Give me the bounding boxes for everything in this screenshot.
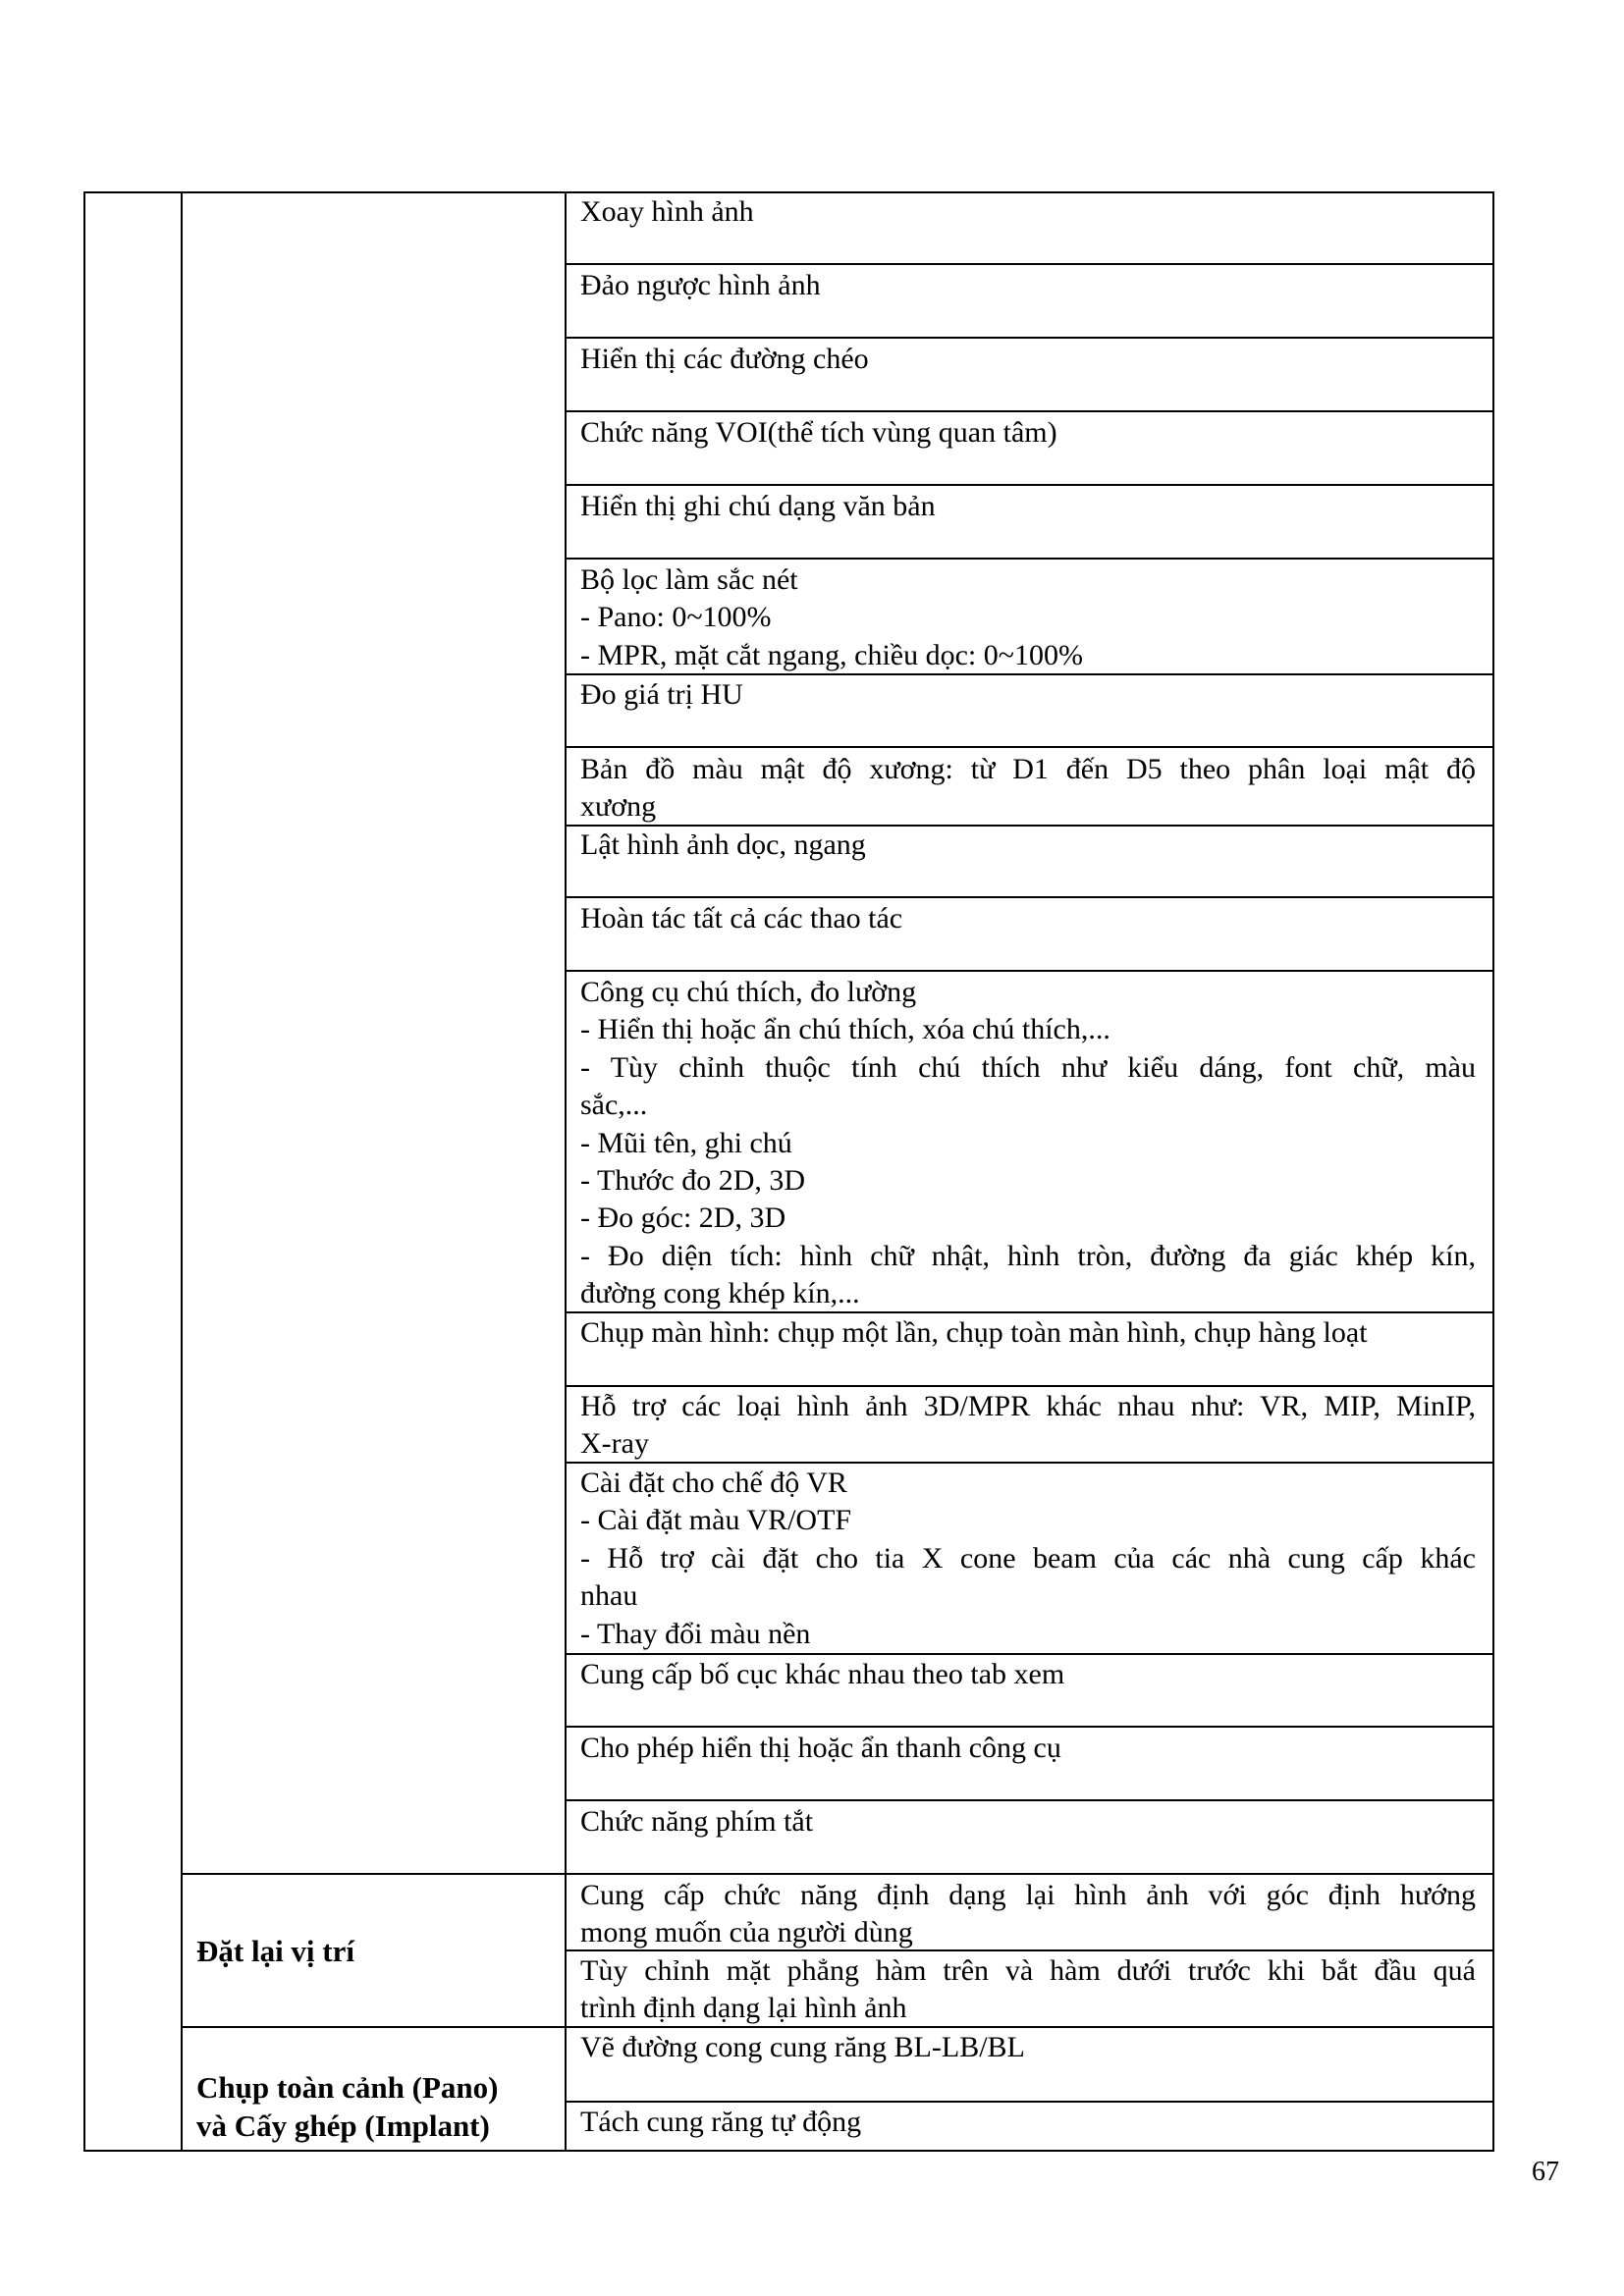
feature-cell: Hiển thị ghi chú dạng văn bản bbox=[580, 490, 936, 522]
feature-cell: Cung cấp bố cục khác nhau theo tab xem bbox=[580, 1658, 1065, 1690]
feature-cell: Cài đặt cho chế độ VR - Cài đặt màu VR/OTF - Hỗ trợ cài đặt cho tia X cone beam của các nhà cung cấp khác nhau - Thay đổi màu nền bbox=[580, 1467, 1476, 1650]
table-border-left bbox=[83, 191, 85, 2152]
row-separator bbox=[565, 896, 1494, 898]
row-separator bbox=[565, 1385, 1494, 1387]
feature-cell: Bộ lọc làm sắc nét - Pano: 0~100% - MPR, mặt cắt ngang, chiều dọc: 0~100% bbox=[580, 563, 1083, 671]
feature-cell: Vẽ đường cong cung răng BL-LB/BL bbox=[580, 2031, 1025, 2063]
feature-cell: Đảo ngược hình ảnh bbox=[580, 269, 821, 301]
feature-cell: Xoay hình ảnh bbox=[580, 195, 754, 228]
row-separator bbox=[565, 337, 1494, 339]
row-separator bbox=[565, 746, 1494, 748]
page-number: 67 bbox=[1532, 2157, 1559, 2187]
group-label-reposition: Đặt lại vị trí bbox=[196, 1934, 354, 1968]
row-separator bbox=[565, 484, 1494, 486]
row-separator bbox=[565, 263, 1494, 265]
row-separator bbox=[565, 970, 1494, 972]
feature-cell: Công cụ chú thích, đo lường - Hiển thị hoặc ẩn chú thích, xóa chú thích,... - Tùy chỉnh thuộc tính chú thích như kiểu dáng, font chữ, màu sắc,... - Mũi tên, ghi chú - Thước đo 2D, 3D - Đo góc: 2D, 3D - Đo diện tích: hình chữ nhật, hình tròn, đường đa giác khép kín, đường cong khép kín,... bbox=[580, 976, 1476, 1310]
group-label-pano-implant: Chụp toàn cảnh (Pano) và Cấy ghép (Implant) bbox=[196, 2070, 499, 2143]
feature-cell: Lật hình ảnh dọc, ngang bbox=[580, 828, 866, 861]
feature-cell: Chức năng VOI(thể tích vùng quan tâm) bbox=[580, 416, 1057, 449]
feature-cell: Cung cấp chức năng định dạng lại hình ảnh với góc định hướng mong muốn của người dùng bbox=[580, 1879, 1476, 1949]
feature-cell: Hỗ trợ các loại hình ảnh 3D/MPR khác nhau như: VR, MIP, MinIP, X-ray bbox=[580, 1390, 1476, 1461]
feature-cell: Tùy chỉnh mặt phẳng hàm trên và hàm dưới trước khi bắt đầu quá trình định dạng lại hình ảnh bbox=[580, 1954, 1476, 2025]
feature-cell: Hiển thị các đường chéo bbox=[580, 343, 869, 375]
feature-cell: Đo giá trị HU bbox=[580, 678, 743, 711]
feature-cell: Chức năng phím tắt bbox=[580, 1805, 814, 1838]
row-separator bbox=[565, 1799, 1494, 1801]
row-separator bbox=[565, 1726, 1494, 1728]
group-separator bbox=[181, 1873, 1494, 1875]
feature-cell: Cho phép hiển thị hoặc ẩn thanh công cụ bbox=[580, 1732, 1061, 1764]
row-separator bbox=[565, 410, 1494, 412]
feature-cell: Chụp màn hình: chụp một lần, chụp toàn màn hình, chụp hàng loạt bbox=[580, 1316, 1368, 1349]
table-divider-col1 bbox=[181, 191, 183, 2152]
row-separator bbox=[565, 2101, 1494, 2103]
table-border-bottom bbox=[83, 2150, 1494, 2152]
feature-cell: Tách cung răng tự động bbox=[580, 2106, 862, 2138]
row-separator bbox=[565, 558, 1494, 560]
feature-cell: Hoàn tác tất cả các thao tác bbox=[580, 902, 903, 934]
row-separator bbox=[565, 1653, 1494, 1655]
feature-cell: Bản đồ màu mật độ xương: từ D1 đến D5 theo phân loại mật độ xương bbox=[580, 753, 1476, 824]
